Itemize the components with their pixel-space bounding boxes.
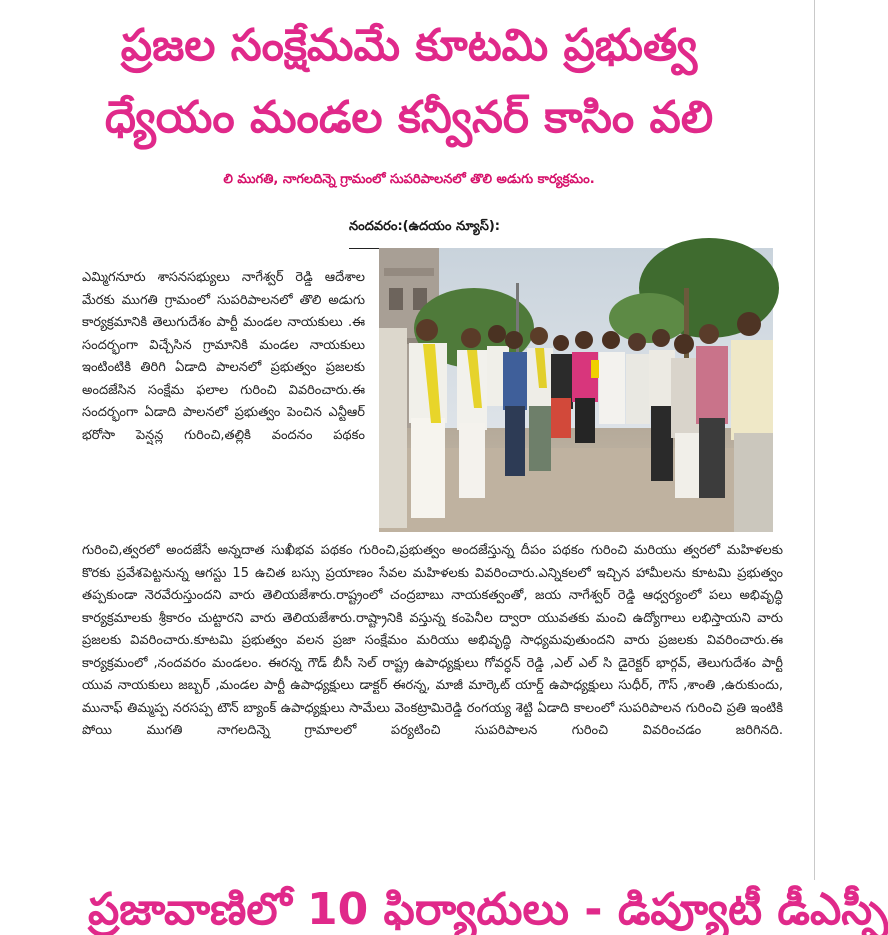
column-rule [814, 0, 815, 880]
dateline-rule [349, 248, 381, 249]
article-paragraph-top: ఎమ్మిగనూరు శాసనసభ్యులు నాగేశ్వర్ రెడ్డి ఆదేశాల మేరకు ముగతి గ్రామంలో సుపరిపాలనలో తొలి అడుగు కార్యక్రమానికి తెలుగుదేశం పార్టీ మండల నాయకులు .ఈ సందర్భంగా విచ్చేసిన గ్రామానికి మండల నాయకులు ఇంటింటికి తిరిగి ఏడాది పాలనలో ప్రభుత్వం ప్రజలకు అందజేసిన సంక్షేమ ఫలాల గురించి వివరించారు.ఈ సందర్భంగా ఏడాది పాలనలో ప్రభుత్వం పెంచిన ఎన్టీఆర్ భరోసా పెన్షన్ల గురించి,తల్లికి వందనం పథకం [82, 270, 365, 443]
article-paragraph-main: గురించి,త్వరలో అందజేసే అన్నదాత సుఖీభవ పథకం గురించి,ప్రభుత్వం అందజేస్తున్న దీపం పథకం గురించి మరియు త్వరలో మహిళలకు కొరకు ప్రవేశపెట్టనున్న ఆగస్టు 15 ఉచిత బస్సు ప్రయాణం సేవల మహిళలకు వివరించారు.ఎన్నికలలో ఇచ్చిన హామీలను కూటమి ప్రభుత్వం తప్పకుండా నెరవేరుస్తుందని వారు తెలియజేశారు.రాష్ట్రంలో చంద్రబాబు నాయకత్వంతో, జయ నాగేశ్వర్ రెడ్డి ఆధ్వర్యంలో పలు అభివృద్ధి కార్యక్రమాలకు శ్రీకారం చుట్టారని వారు తెలియజేశారు.రాష్ట్రానికి వస్తున్న కంపెనీల ద్వారా యువతకు మంచి ఉద్యోగాలు లభిస్తాయని వారు ప్రజలకు వివరించారు.కూటమి ప్రభుత్వం వలన ప్రజా సంక్షేమం మరియు అభివృద్ధి సాధ్యమవుతుందని వారు ప్రజలకు వివరించారు.ఈ కార్యక్రమంలో ,నందవరం మండలం. ఈరన్న గౌడ్ బీసీ సెల్ రాష్ట్ర ఉపాధ్యక్షులు గోవర్ధన్ రెడ్డి ,ఎల్ ఎల్ సి డైరెక్టర్ భార్గవ్, తెలుగుదేశం పార్టీ యువ నాయకులు జబ్బర్ ,మండల పార్టీ ఉపాధ్యక్షులు డాక్టర్ ఈరన్న, మాజీ మార్కెట్ యార్డ్ ఉపాధ్యక్షులు సుధీర్, గౌస్ ,శాంతి ,ఉరుకుందు, మునాఫ్ తిమ్మప్ప నరసప్ప టౌన్ బ్యాంక్ ఉపాధ్యక్షులు సామేలు వెంకట్రామిరెడ్డి రంగయ్య శెట్టి ఏడాది కాలంలో సుపరిపాలన గురించి ప్రతి ఇంటికి పోయి ముగతి నాగలదిన్నె గ్రామాలలో పర్యటించి సుపరిపాలన గురించి వివరించడం జరిగినది. [82, 543, 783, 738]
headline-line-1: ప్రజల సంక్షేమమే కూటమి ప్రభుత్వ [120, 20, 698, 71]
next-article-headline: ప్రజావాణిలో 10 ఫిర్యాదులు - డిప్యూటీ డీఎస్పీ [88, 884, 888, 935]
news-photo [379, 248, 773, 532]
dateline: నందవరం:(ఉదయం న్యూస్): [349, 219, 500, 234]
subheadline: లి ముగతి, నాగలదిన్నె గ్రామంలో సుపరిపాలనలో తొలి అడుగు కార్యక్రమం. [223, 172, 595, 187]
headline-line-2: ధ్యేయం మండల కన్వీనర్ కాసిం వలి [104, 92, 714, 143]
